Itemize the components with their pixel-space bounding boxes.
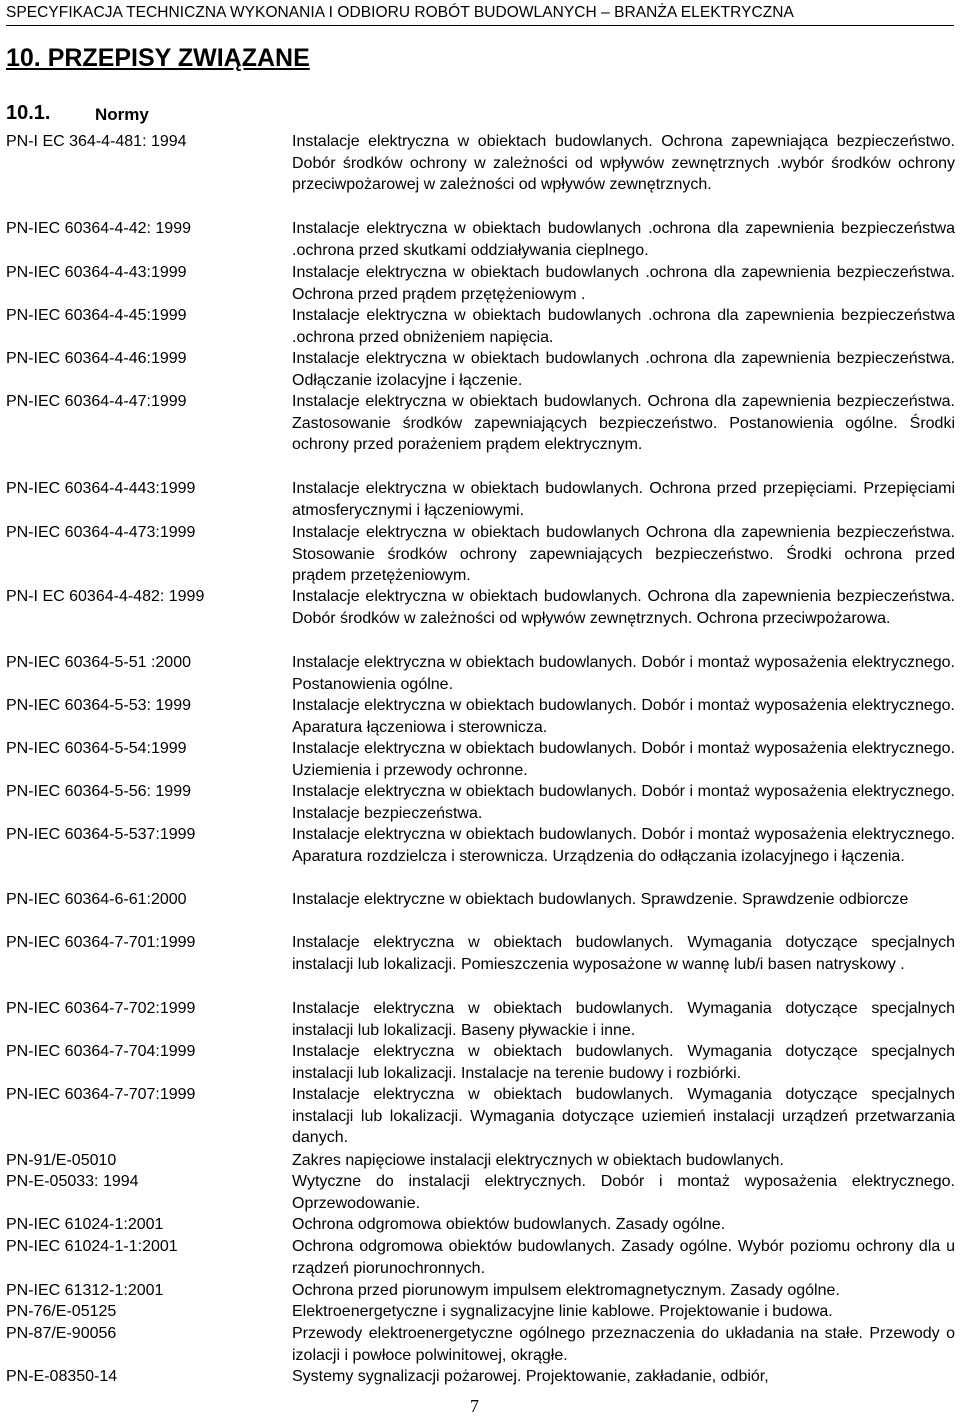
standard-code: PN-IEC 60364-5-53: 1999 bbox=[6, 697, 191, 714]
subsection-heading bbox=[6, 102, 149, 125]
standard-description: Instalacje elektryczna w obiektach budowlanych Ochrona dla zapewnienia bezpieczeństwa. Stosowanie środków ochrony zapewniających bezpieczeństwo. Środki ochrona przed prądem przetężeniowym. bbox=[292, 524, 955, 584]
standard-description: Przewody elektroenergetyczne ogólnego przeznaczenia do układania na stałe. Przewody o izolacji i powłoce polwinitowej, okrągłe. bbox=[292, 1325, 955, 1364]
standard-description: Instalacje elektryczna w obiektach budowlanych. Wymagania dotyczące specjalnych instalacji lub lokalizacji. Wymagania dotyczące uziemień instalacji urządzeń przetwarzania danych. bbox=[292, 1086, 955, 1146]
standard-description: Instalacje elektryczne w obiektach budowlanych. Sprawdzenie. Sprawdzenie odbiorcze bbox=[292, 891, 909, 908]
standard-description: Instalacje elektryczna w obiektach budowlanych .ochrona dla zapewnienia bezpieczeństwa. Ochrona przed prądem przętężeniowym . bbox=[292, 264, 955, 303]
standard-code: PN-IEC 60364-4-43:1999 bbox=[6, 264, 187, 281]
standard-code: PN-76/E-05125 bbox=[6, 1303, 117, 1320]
standard-code: PN-IEC 60364-4-45:1999 bbox=[6, 307, 187, 324]
subsection-number: 10.1. bbox=[6, 102, 51, 124]
standard-description: Instalacje elektryczna w obiektach budowlanych. Wymagania dotyczące specjalnych instalacji lub lokalizacji. Pomieszczenia wyposażone w wannę lub/i basen natryskowy . bbox=[292, 934, 955, 973]
standard-description: Instalacje elektryczna w obiektach budowlanych. Dobór i montaż wyposażenia elektrycznego. Aparatura rozdzielcza i sterownicza. Urządzenia do odłączania izolacyjnego i łączenia. bbox=[292, 826, 955, 865]
standard-description: Instalacje elektryczna w obiektach budowlanych. Dobór i montaż wyposażenia elektrycznego. Aparatura łączeniowa i sterownicza. bbox=[292, 697, 955, 736]
standard-description: Instalacje elektryczna w obiektach budowlanych. Dobór i montaż wyposażenia elektrycznego. Uziemienia i przewody ochronne. bbox=[292, 740, 955, 779]
standard-code: PN-IEC 60364-5-537:1999 bbox=[6, 826, 196, 843]
standard-description: Systemy sygnalizacji pożarowej. Projektowanie, zakładanie, odbiór, bbox=[292, 1368, 769, 1385]
standard-code: PN-IEC 60364-7-702:1999 bbox=[6, 1000, 196, 1017]
header-rule bbox=[6, 25, 954, 26]
standard-description: Instalacje elektryczna w obiektach budowlanych. Ochrona przed przepięciami. Przepięciami atmosferycznymi i łączeniowymi. bbox=[292, 480, 955, 519]
standard-description: Instalacje elektryczna w obiektach budowlanych .ochrona dla zapewnienia bezpieczeństwa .ochrona przed obniżeniem napięcia. bbox=[292, 307, 955, 346]
standard-description: Instalacje elektryczna w obiektach budowlanych .ochrona dla zapewnienia bezpieczeństwa. Odłączanie izolacyjne i łączenie. bbox=[292, 350, 955, 389]
standard-code: PN-I EC 60364-4-482: 1999 bbox=[6, 588, 205, 605]
section-heading: 10. PRZEPISY ZWIĄZANE bbox=[6, 44, 310, 72]
standard-code: PN-IEC 61312-1:2001 bbox=[6, 1282, 164, 1299]
standard-code: PN-IEC 60364-4-46:1999 bbox=[6, 350, 187, 367]
standard-description: Instalacje elektryczna w obiektach budowlanych .ochrona dla zapewnienia bezpieczeństwa .ochrona przed skutkami oddziaływania cieplnego. bbox=[292, 220, 955, 259]
standard-code: PN-IEC 60364-6-61:2000 bbox=[6, 891, 187, 908]
standard-code: PN-I EC 364-4-481: 1994 bbox=[6, 133, 187, 150]
standard-code: PN-E-08350-14 bbox=[6, 1368, 118, 1385]
standard-code: PN-IEC 60364-4-473:1999 bbox=[6, 524, 196, 541]
standard-code: PN-91/E-05010 bbox=[6, 1152, 117, 1169]
standard-description: Instalacje elektryczna w obiektach budowlanych. Wymagania dotyczące specjalnych instalacji lub lokalizacji. Baseny pływackie i inne. bbox=[292, 1000, 955, 1039]
standard-description: Elektroenergetyczne i sygnalizacyjne linie kablowe. Projektowanie i budowa. bbox=[292, 1303, 833, 1320]
standard-description: Instalacje elektryczna w obiektach budowlanych. Ochrona dla zapewnienia bezpieczeństwa. Zastosowanie środków zapewniających bezpieczeństwo. Postanowienia ogólne. Środki ochrony przed porażeniem prądem elektrycznym. bbox=[292, 393, 955, 453]
standard-code: PN-IEC 60364-5-51 :2000 bbox=[6, 654, 191, 671]
standard-description: Instalacje elektryczna w obiektach budowlanych. Wymagania dotyczące specjalnych instalacji lub lokalizacji. Instalacje na terenie budowy i rozbiórki. bbox=[292, 1043, 955, 1082]
standard-code: PN-IEC 60364-7-701:1999 bbox=[6, 934, 196, 951]
standard-code: PN-IEC 61024-1-1:2001 bbox=[6, 1238, 178, 1255]
standard-description: Ochrona przed piorunowym impulsem elektromagnetycznym. Zasady ogólne. bbox=[292, 1282, 840, 1299]
subsection-title: Normy bbox=[95, 105, 149, 124]
standard-code: PN-IEC 60364-5-56: 1999 bbox=[6, 783, 191, 800]
standard-description: Instalacje elektryczna w obiektach budowlanych. Ochrona zapewniająca bezpieczeństwo. Dobór środków ochrony w zależności od wpływów zewnętrznych .wybór środków ochrony przeciwpożarowej w zależności od wpływów zewnętrznych. bbox=[292, 133, 955, 193]
standard-description: Ochrona odgromowa obiektów budowlanych. Zasady ogólne. bbox=[292, 1216, 726, 1233]
standard-description: Instalacje elektryczna w obiektach budowlanych. Ochrona dla zapewnienia bezpieczeństwa. Dobór środków w zależności od wpływów zewnętrznych. Ochrona przeciwpożarowa. bbox=[292, 588, 955, 627]
standard-description: Instalacje elektryczna w obiektach budowlanych. Dobór i montaż wyposażenia elektrycznego. Postanowienia ogólne. bbox=[292, 654, 955, 693]
standard-code: PN-IEC 60364-4-47:1999 bbox=[6, 393, 187, 410]
standard-description: Ochrona odgromowa obiektów budowlanych. Zasady ogólne. Wybór poziomu ochrony dla u rządzeń piorunochronnych. bbox=[292, 1238, 955, 1277]
standard-description: Instalacje elektryczna w obiektach budowlanych. Dobór i montaż wyposażenia elektrycznego. Instalacje bezpieczeństwa. bbox=[292, 783, 955, 822]
standard-code: PN-IEC 60364-7-704:1999 bbox=[6, 1043, 196, 1060]
standard-code: PN-IEC 60364-5-54:1999 bbox=[6, 740, 187, 757]
standard-code: PN-87/E-90056 bbox=[6, 1325, 117, 1342]
standard-code: PN-E-05033: 1994 bbox=[6, 1173, 139, 1190]
standard-description: Wytyczne do instalacji elektrycznych. Dobór i montaż wyposażenia elektrycznego. Oprzewodowanie. bbox=[292, 1173, 955, 1212]
page-number: 7 bbox=[470, 1396, 479, 1416]
standard-description: Zakres napięciowe instalacji elektrycznych w obiektach budowlanych. bbox=[292, 1152, 784, 1169]
running-header: SPECYFIKACJA TECHNICZNA WYKONANIA I ODBIORU ROBÓT BUDOWLANYCH – BRANŻA ELEKTRYCZNA bbox=[6, 4, 794, 21]
standard-code: PN-IEC 60364-4-42: 1999 bbox=[6, 220, 191, 237]
standard-code: PN-IEC 61024-1:2001 bbox=[6, 1216, 164, 1233]
standard-code: PN-IEC 60364-4-443:1999 bbox=[6, 480, 196, 497]
standard-code: PN-IEC 60364-7-707:1999 bbox=[6, 1086, 196, 1103]
